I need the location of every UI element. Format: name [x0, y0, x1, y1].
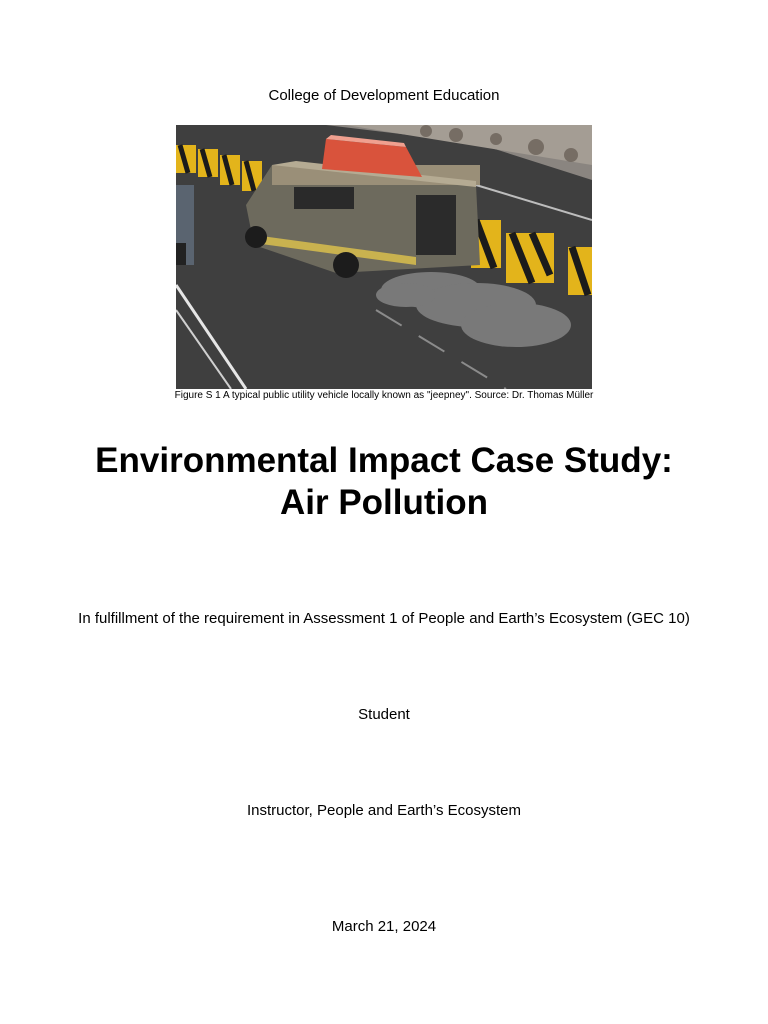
instructor-label: Instructor, People and Earth’s Ecosystem — [246, 802, 522, 819]
jeepney-photo — [176, 125, 592, 389]
submission-date: March 21, 2024 — [331, 918, 437, 935]
title-line-1: Environmental Impact Case Study: — [95, 441, 673, 480]
title-line-2: Air Pollution — [279, 483, 489, 522]
fulfillment-statement: In fulfillment of the requirement in Assessment 1 of People and Earth’s Ecosystem (GEC 10) — [78, 610, 690, 627]
document-title — [0, 440, 768, 524]
student-label: Student — [358, 706, 410, 723]
figure-caption: Figure S 1 A typical public utility vehicle locally known as "jeepney". Source: Dr. Thomas Müller — [174, 390, 594, 401]
college-name: College of Development Education — [268, 87, 500, 104]
